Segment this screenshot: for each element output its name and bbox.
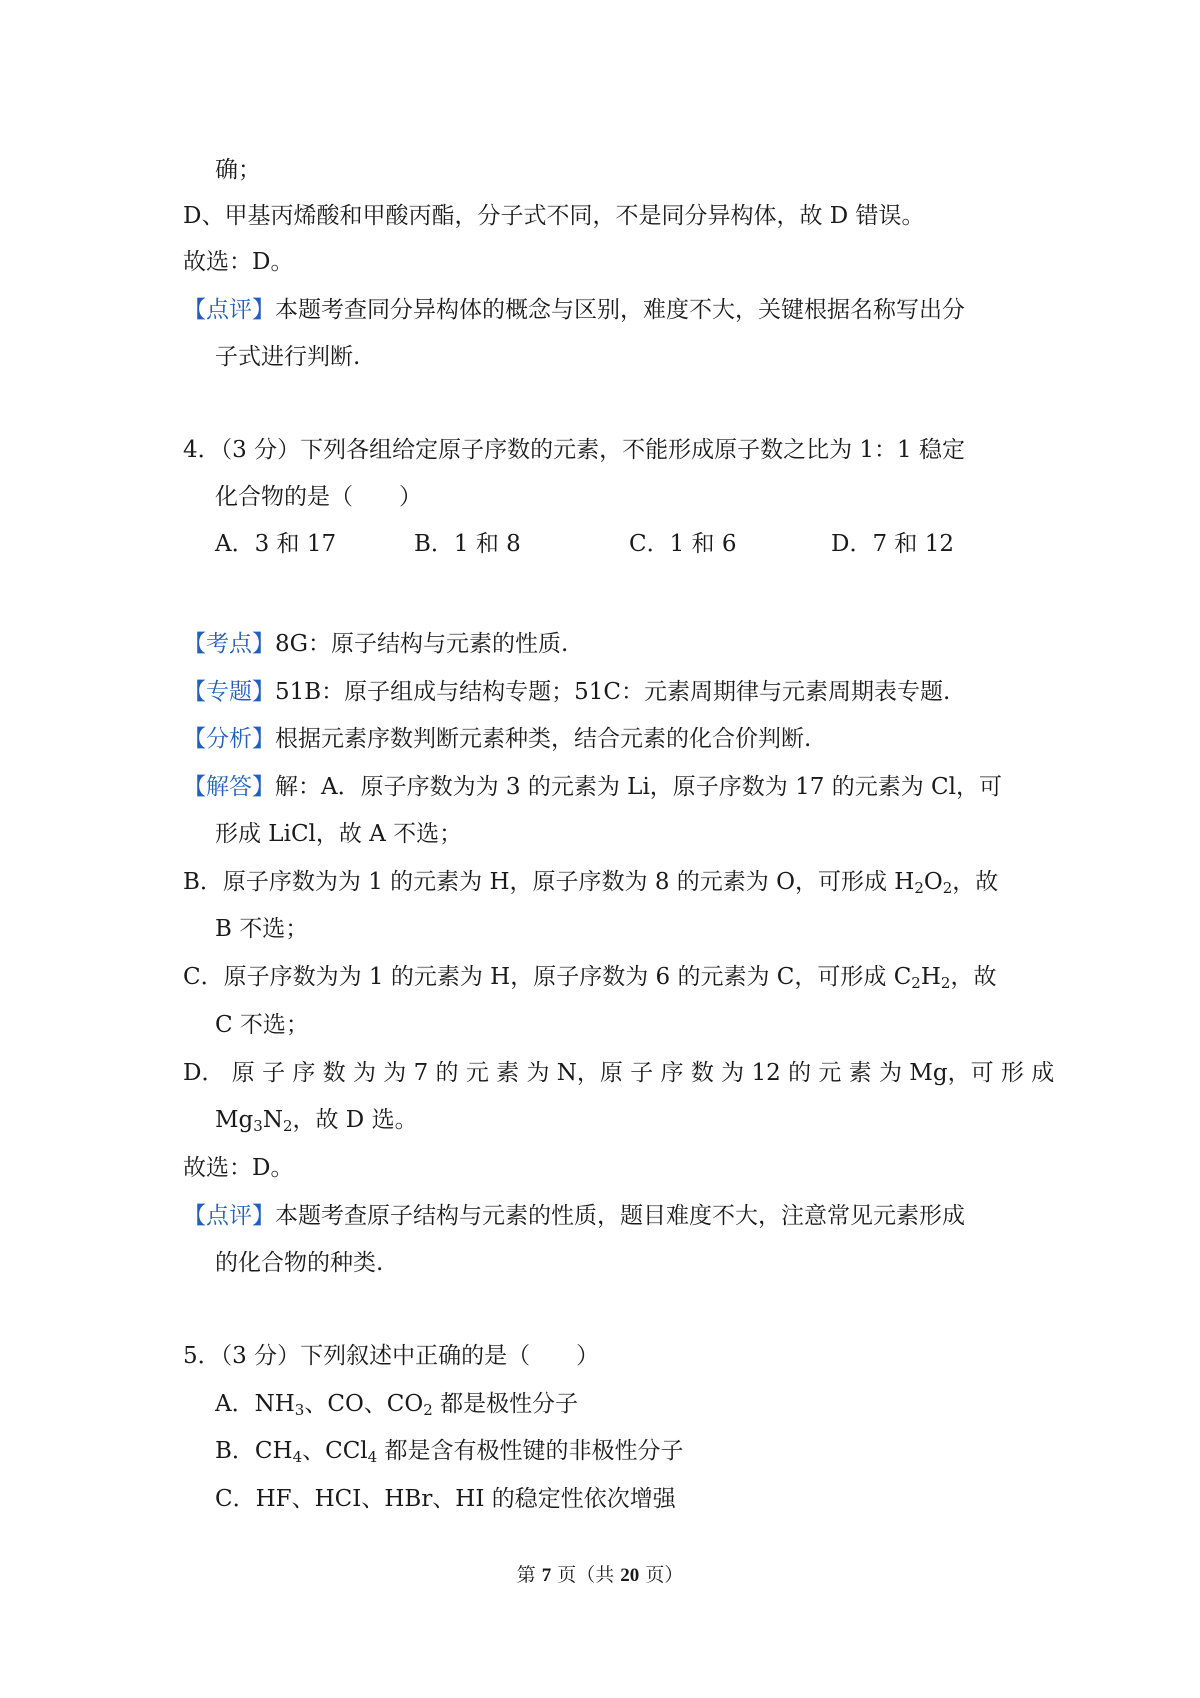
q4-jieda-b [183,866,998,898]
comment-text: 本题考查原子结构与元素的性质，题目难度不大，注意常见元素形成 [275,1203,965,1229]
q4-answer: 故选：D。 [183,1155,294,1181]
jieda-d-post: ，故 D 选。 [292,1107,418,1133]
footer-pre: 第 [516,1564,542,1586]
q4-jieda-c [183,961,996,993]
q4-option-b: B．1 和 8 [414,531,521,557]
q5-option-b [215,1435,684,1467]
q3-comment [183,294,965,326]
jieda-c-sub1: 2 [911,974,921,992]
jieda-b-post: ，故 [952,869,999,895]
q5-b-post: 都是含有极性键的非极性分子 [377,1438,684,1464]
jieda-d-sub2: 2 [282,1117,293,1135]
jieda-b-sub1: 2 [914,879,924,897]
comment-tag: 【点评】 [183,1203,275,1229]
q4-kaodian [183,628,568,660]
footer-page-number: 7 [541,1565,552,1586]
q5-b-mid: 、CCl [302,1438,368,1464]
q4-zhuanti [183,676,950,708]
q4-jieda-d-continuation [215,1104,418,1136]
q5-b-sub1: 4 [292,1448,303,1466]
q4-comment [183,1200,965,1232]
q5-b-pre: B．CH [215,1438,293,1464]
zhuanti-tag: 【专题】 [183,679,275,705]
q5-option-c: C．HF、HCI、HBr、HI 的稳定性依次增强 [215,1486,676,1512]
kaodian-text: 8G：原子结构与元素的性质. [275,631,569,657]
jieda-tag: 【解答】 [183,774,275,800]
kaodian-tag: 【考点】 [183,631,275,657]
page-footer [0,1562,1200,1589]
q4-stem: 4．（3 分）下列各组给定原子序数的元素，不能形成原子数之比为 1：1 稳定 [183,437,965,463]
q4-option-d: D．7 和 12 [831,531,954,557]
footer-mid: 页（共 [551,1564,621,1586]
q3-continuation-line: 确； [215,157,261,183]
q5-a-sub2: 2 [423,1401,433,1419]
q5-a-post: 都是极性分子 [432,1391,579,1417]
q4-jieda-a-continuation: 形成 LiCl，故 A 不选； [215,821,463,847]
footer-post: 页） [639,1564,684,1586]
q4-fenxi [183,723,811,755]
jieda-d-pre: Mg [215,1107,254,1133]
q4-option-c: C．1 和 6 [629,531,737,557]
comment-text: 本题考查同分异构体的概念与区别，难度不大，关键根据名称写出分 [275,297,965,323]
jieda-d-mid: N [262,1107,283,1133]
comment-tag: 【点评】 [183,297,275,323]
q3-option-d-explanation: D、甲基丙烯酸和甲酸丙酯，分子式不同，不是同分异构体，故 D 错误。 [183,203,925,229]
q5-b-sub2: 4 [367,1448,378,1466]
footer-total-pages: 20 [620,1565,640,1586]
zhuanti-text: 51B：原子组成与结构专题；51C：元素周期律与元素周期表专题. [275,679,951,705]
jieda-b-sub2: 2 [942,879,953,897]
q5-option-a [215,1388,578,1420]
jieda-c-post: ，故 [950,964,997,990]
q4-comment-continuation: 的化合物的种类. [215,1250,384,1276]
jieda-c-sub2: 2 [940,974,951,992]
q4-jieda-d: D． 原 子 序 数 为 为 7 的 元 素 为 N，原 子 序 数 为 12 的 元 素 为 Mg，可 形 成 [183,1060,1055,1086]
q4-jieda-b-continuation: B 不选； [215,916,309,942]
q3-answer: 故选：D。 [183,249,294,275]
q5-stem: 5．（3 分）下列叙述中正确的是（ ） [183,1343,600,1369]
fenxi-tag: 【分析】 [183,726,275,752]
jieda-text: 解：A．原子序数为为 3 的元素为 Li，原子序数为 17 的元素为 Cl，可 [275,774,1002,800]
jieda-b-mid: O [923,869,943,895]
q4-jieda-c-continuation: C 不选； [215,1012,309,1038]
q5-a-mid: 、CO、CO [304,1391,424,1417]
jieda-c-text: C．原子序数为为 1 的元素为 H，原子序数为 6 的元素为 C，可形成 C [183,964,912,990]
jieda-b-text: B．原子序数为为 1 的元素为 H，原子序数为 8 的元素为 O，可形成 H [183,869,915,895]
jieda-d-sub1: 3 [253,1117,263,1135]
q5-a-pre: A．NH [215,1391,295,1417]
fenxi-text: 根据元素序数判断元素种类，结合元素的化合价判断. [275,726,812,752]
jieda-c-mid: H [920,964,941,990]
q4-option-a: A．3 和 17 [215,531,337,557]
q5-a-sub1: 3 [294,1401,305,1419]
q4-stem-continuation: 化合物的是（ ） [215,484,422,510]
q4-jieda [183,771,1002,803]
q3-comment-continuation: 子式进行判断. [215,344,361,370]
